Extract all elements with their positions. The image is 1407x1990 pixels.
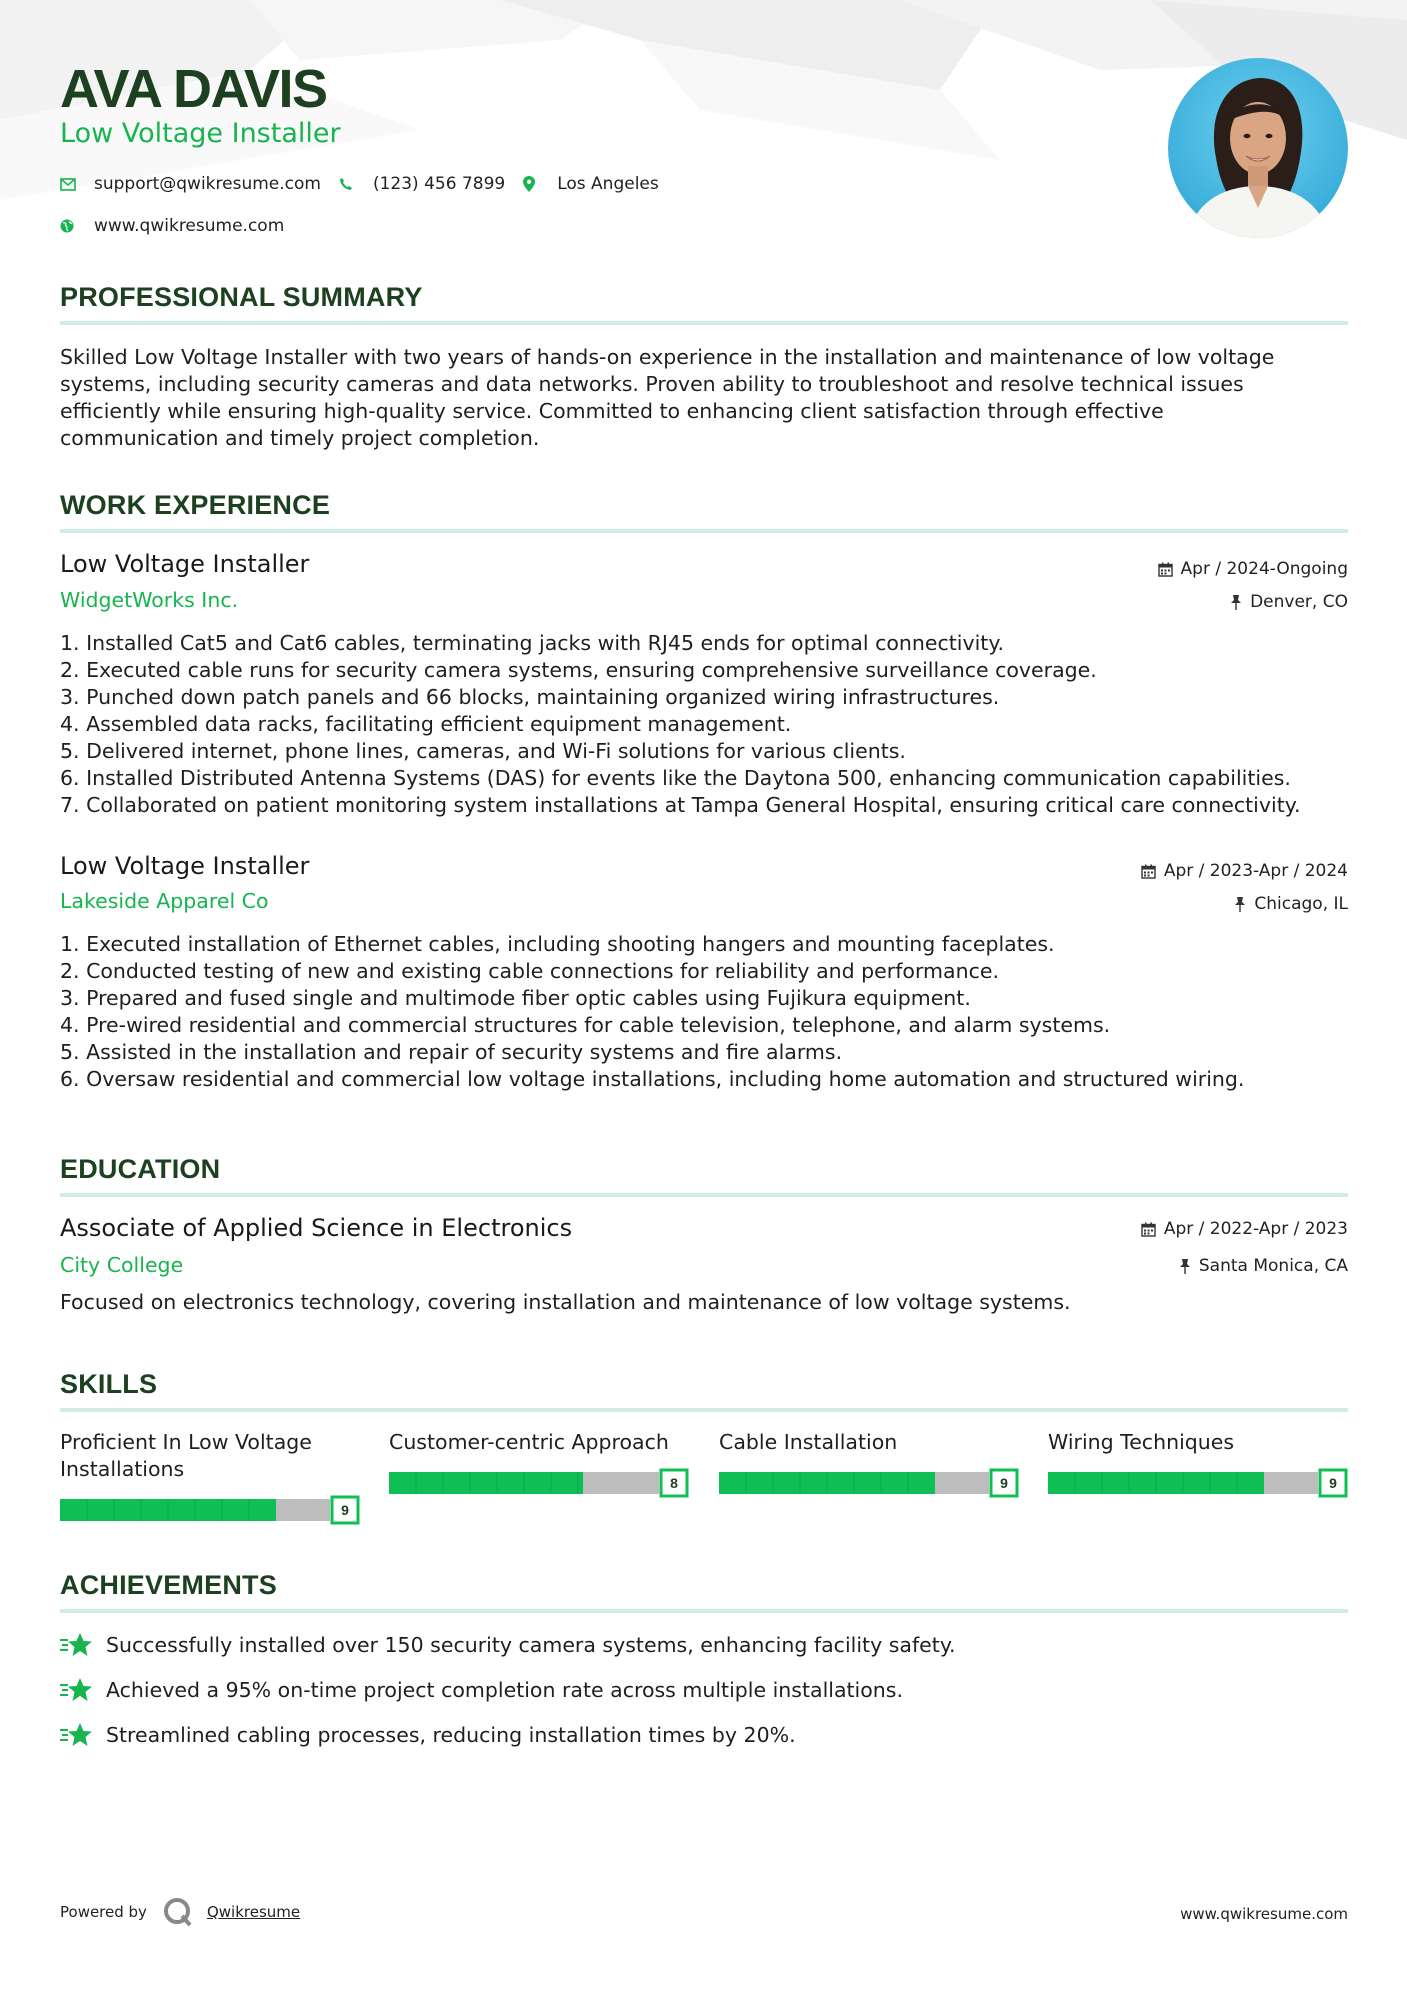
experience-divider [60,529,1348,533]
list-item: 5. Assisted in the installation and repair of security systems and fire alarms. [60,1040,843,1064]
pushpin-icon [1234,897,1246,912]
website-row [60,216,284,236]
location-pin-icon [523,176,539,192]
skill-rating-bar [1048,1468,1348,1498]
summary-line: efficiently while ensuring high-quality service. Committed to enhancing client satisfaction through effective [60,399,1164,423]
achievements-heading: ACHIEVEMENTS [60,1570,277,1600]
skill-name [389,1429,689,1456]
skill-score: 8 [670,1475,678,1491]
education-dates [1141,1219,1348,1239]
achievement-item [60,1631,956,1659]
job-dates-text: Apr / 2024-Ongoing [1180,559,1348,579]
job-location [1234,894,1348,914]
profile-photo [1168,58,1348,238]
footer-website-link[interactable]: www.qwikresume.com [1180,1905,1348,1923]
education-location-text: Santa Monica, CA [1198,1256,1348,1276]
skill-name-line: Cable Installation [719,1430,898,1454]
achievement-text: Successfully installed over 150 security camera systems, enhancing facility safety. [106,1633,956,1657]
list-item: 4. Assembled data racks, facilitating efficient equipment management. [60,712,792,736]
summary-line: systems, including security cameras and data networks. Proven ability to troubleshoot and resolve technical issues [60,372,1244,396]
skill-item [389,1429,689,1491]
skills-heading: SKILLS [60,1369,158,1399]
qwikresume-link[interactable]: Qwikresume [206,1903,301,1921]
achievement-text: Streamlined cabling processes, reducing installation times by 20%. [106,1723,796,1747]
job-location-text: Denver, CO [1250,592,1348,612]
job-dates [1158,559,1348,579]
skill-name [1048,1429,1348,1456]
phone-text: (123) 456 7899 [372,174,506,194]
skill-score: 9 [341,1502,349,1518]
company-name: Lakeside Apparel Co [60,889,269,913]
globe-icon [60,218,76,234]
skill-name [60,1429,360,1483]
star-icon [60,1631,92,1659]
achievement-item [60,1676,903,1704]
qwikresume-logo-icon [163,1897,193,1927]
summary-line: communication and timely project completion. [60,426,540,450]
list-item: 2. Conducted testing of new and existing cable connections for reliability and performance. [60,959,999,983]
email-icon [60,176,76,192]
job-title: Low Voltage Installer [60,550,310,578]
skill-item [1048,1429,1348,1491]
summary-divider [60,321,1348,325]
education-dates-text: Apr / 2022-Apr / 2023 [1163,1219,1348,1239]
list-item: 3. Punched down patch panels and 66 blocks, maintaining organized wiring infrastructures. [60,685,1000,709]
list-item: 5. Delivered internet, phone lines, cameras, and Wi-Fi solutions for various clients. [60,739,906,763]
summary-line: Skilled Low Voltage Installer with two years of hands-on experience in the installation and maintenance of low voltage [60,345,1275,369]
job-title: Low Voltage Installer [60,852,310,880]
job-dates [1141,861,1348,881]
list-item: 6. Oversaw residential and commercial low voltage installations, including home automation and structured wiring. [60,1067,1245,1091]
list-item: 1. Executed installation of Ethernet cables, including shooting hangers and mounting faceplates. [60,932,1055,956]
website-link[interactable]: www.qwikresume.com [94,216,285,236]
skill-score: 9 [1329,1475,1337,1491]
calendar-icon [1158,562,1173,577]
skill-name-line: Installations [60,1457,185,1481]
skills-divider [60,1408,1348,1412]
pushpin-icon [1179,1259,1191,1274]
job-responsibilities [60,630,1360,819]
footer-powered-by [60,1897,300,1927]
list-item: 4. Pre-wired residential and commercial structures for cable television, telephone, and alarm systems. [60,1013,1111,1037]
skill-rating-bar [60,1495,360,1525]
contact-row [60,174,659,194]
candidate-name: AVA DAVIS [60,59,327,119]
education-heading: EDUCATION [60,1154,221,1184]
experience-heading: WORK EXPERIENCE [60,490,331,520]
location-text: Los Angeles [557,174,659,194]
powered-by-label: Powered by [60,1903,147,1921]
list-item: 1. Installed Cat5 and Cat6 cables, terminating jacks with RJ45 ends for optimal connectivity. [60,631,1005,655]
degree-title: Associate of Applied Science in Electronics [60,1214,573,1242]
job-responsibilities [60,931,1360,1093]
phone-icon [339,176,355,192]
skill-rating-bar [389,1468,689,1498]
skill-name-line: Customer-centric Approach [389,1430,669,1454]
job-location-text: Chicago, IL [1254,894,1348,914]
skill-rating-bar [719,1468,1019,1498]
education-description: Focused on electronics technology, covering installation and maintenance of low voltage systems. [60,1290,1071,1314]
calendar-icon [1141,864,1156,879]
skill-bar-fill [389,1472,583,1494]
list-item: 3. Prepared and fused single and multimode fiber optic cables using Fujikura equipment. [60,986,971,1010]
achievement-item [60,1721,796,1749]
star-icon [60,1721,92,1749]
skill-name [719,1429,1019,1456]
list-item: 7. Collaborated on patient monitoring system installations at Tampa General Hospital, ensuring critical care connectivity. [60,793,1301,817]
skill-item [60,1429,360,1518]
education-location [1179,1256,1348,1276]
summary-heading: PROFESSIONAL SUMMARY [60,282,423,312]
candidate-role: Low Voltage Installer [60,118,341,149]
summary-text [60,344,1348,452]
pushpin-icon [1230,595,1242,610]
education-divider [60,1193,1348,1197]
school-name: City College [60,1253,184,1277]
star-icon [60,1676,92,1704]
list-item: 6. Installed Distributed Antenna Systems (DAS) for events like the Daytona 500, enhancing communication capabilities. [60,766,1291,790]
skill-item [719,1429,1019,1491]
achievements-divider [60,1609,1348,1613]
skill-score: 9 [1000,1475,1008,1491]
calendar-icon [1141,1222,1156,1237]
skill-name-line: Proficient In Low Voltage [60,1430,312,1454]
job-location [1230,592,1348,612]
email-link[interactable]: support@qwikresume.com [94,174,321,194]
achievement-text: Achieved a 95% on-time project completion rate across multiple installations. [106,1678,903,1702]
company-name: WidgetWorks Inc. [60,588,239,612]
list-item: 2. Executed cable runs for security camera systems, ensuring comprehensive surveillance coverage. [60,658,1097,682]
job-dates-text: Apr / 2023-Apr / 2024 [1163,861,1348,881]
skill-name-line: Wiring Techniques [1048,1430,1235,1454]
